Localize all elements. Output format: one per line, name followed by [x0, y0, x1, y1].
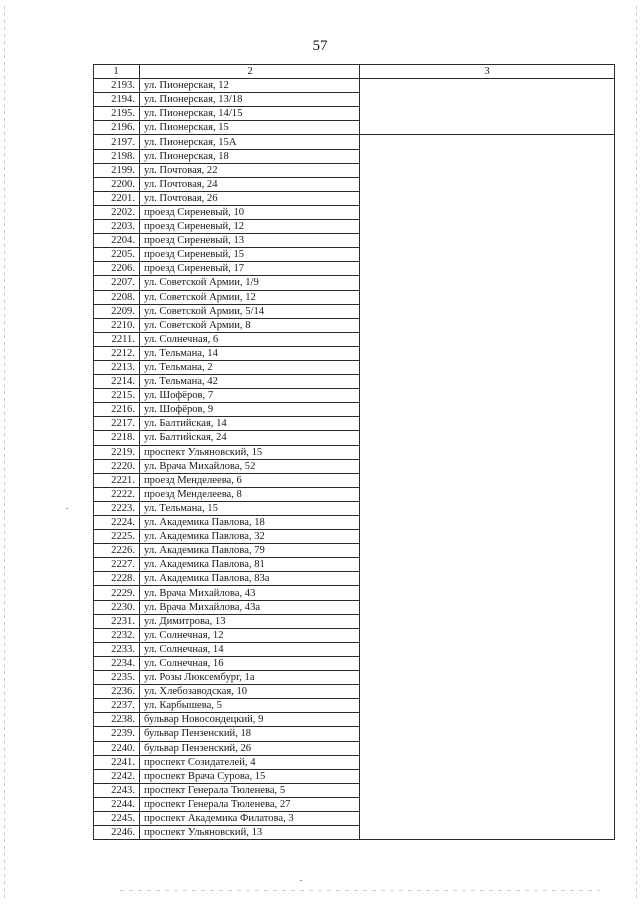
table-header-row [94, 65, 615, 79]
row-number: 2231. [94, 614, 140, 628]
scan-edge-left [4, 6, 5, 899]
column-header-3: 3 [360, 65, 615, 79]
row-number: 2196. [94, 121, 140, 135]
row-number: 2202. [94, 205, 140, 219]
row-number: 2219. [94, 445, 140, 459]
row-address: ул. Солнечная, 6 [140, 332, 360, 346]
row-number: 2235. [94, 671, 140, 685]
row-address: бульвар Пензенский, 18 [140, 727, 360, 741]
row-address: ул. Шофёров, 7 [140, 389, 360, 403]
table-row [94, 135, 615, 149]
row-address: ул. Врача Михайлова, 52 [140, 459, 360, 473]
row-number: 2211. [94, 332, 140, 346]
address-table-body [94, 65, 615, 840]
row-number: 2221. [94, 473, 140, 487]
row-number: 2193. [94, 79, 140, 93]
row-address: проспект Генерала Тюленева, 27 [140, 797, 360, 811]
row-address: проезд Сиреневый, 12 [140, 220, 360, 234]
row-address: проезд Сиреневый, 13 [140, 234, 360, 248]
row-address: проспект Академика Филатова, 3 [140, 811, 360, 825]
row-address: ул. Карбышева, 5 [140, 699, 360, 713]
row-number: 2222. [94, 487, 140, 501]
row-number: 2226. [94, 544, 140, 558]
row-address: ул. Врача Михайлова, 43а [140, 600, 360, 614]
row-address: бульвар Пензенский, 26 [140, 741, 360, 755]
row-address: проспект Генерала Тюленева, 5 [140, 783, 360, 797]
row-number: 2215. [94, 389, 140, 403]
row-address: ул. Академика Павлова, 18 [140, 516, 360, 530]
column-header-2: 2 [140, 65, 360, 79]
row-number: 2229. [94, 586, 140, 600]
column-3-cell [360, 79, 615, 135]
row-address: ул. Советской Армии, 1/9 [140, 276, 360, 290]
row-number: 2216. [94, 403, 140, 417]
row-address: проспект Ульяновский, 15 [140, 445, 360, 459]
row-address: ул. Академика Павлова, 83а [140, 572, 360, 586]
row-number: 2197. [94, 135, 140, 149]
row-number: 2237. [94, 699, 140, 713]
row-address: ул. Солнечная, 12 [140, 628, 360, 642]
table-row [94, 79, 615, 93]
row-number: 2236. [94, 685, 140, 699]
address-table [93, 64, 615, 840]
row-address: проспект Ульяновский, 13 [140, 826, 360, 840]
row-address: ул. Розы Люксембург, 1а [140, 671, 360, 685]
row-number: 2204. [94, 234, 140, 248]
row-number: 2209. [94, 304, 140, 318]
row-number: 2246. [94, 826, 140, 840]
row-address: ул. Солнечная, 16 [140, 656, 360, 670]
row-address: ул. Врача Михайлова, 43 [140, 586, 360, 600]
row-address: проезд Менделеева, 8 [140, 487, 360, 501]
row-address: ул. Тельмана, 15 [140, 501, 360, 515]
row-address: ул. Пионерская, 14/15 [140, 107, 360, 121]
row-address: ул. Академика Павлова, 81 [140, 558, 360, 572]
row-number: 2208. [94, 290, 140, 304]
row-number: 2205. [94, 248, 140, 262]
row-number: 2203. [94, 220, 140, 234]
row-number: 2240. [94, 741, 140, 755]
row-number: 2207. [94, 276, 140, 290]
row-address: бульвар Новосондецкий, 9 [140, 713, 360, 727]
scan-edge-bottom [120, 890, 600, 891]
row-number: 2228. [94, 572, 140, 586]
row-number: 2194. [94, 93, 140, 107]
row-address: ул. Академика Павлова, 79 [140, 544, 360, 558]
row-address: ул. Тельмана, 42 [140, 375, 360, 389]
row-number: 2195. [94, 107, 140, 121]
row-address: ул. Советской Армии, 12 [140, 290, 360, 304]
row-address: ул. Тельмана, 14 [140, 346, 360, 360]
row-number: 2199. [94, 163, 140, 177]
column-3-cell [360, 135, 615, 840]
row-address: ул. Тельмана, 2 [140, 360, 360, 374]
row-number: 2225. [94, 530, 140, 544]
row-address: ул. Академика Павлова, 32 [140, 530, 360, 544]
row-number: 2212. [94, 346, 140, 360]
row-number: 2213. [94, 360, 140, 374]
row-number: 2234. [94, 656, 140, 670]
row-address: ул. Балтийская, 24 [140, 431, 360, 445]
row-number: 2238. [94, 713, 140, 727]
row-number: 2243. [94, 783, 140, 797]
page-number: 57 [312, 38, 328, 54]
row-number: 2239. [94, 727, 140, 741]
row-address: ул. Пионерская, 15А [140, 135, 360, 149]
row-address: ул. Почтовая, 26 [140, 191, 360, 205]
column-header-1: 1 [94, 65, 140, 79]
row-address: ул. Солнечная, 14 [140, 642, 360, 656]
row-address: ул. Хлебозаводская, 10 [140, 685, 360, 699]
row-number: 2223. [94, 501, 140, 515]
scan-speck [66, 508, 68, 509]
row-number: 2230. [94, 600, 140, 614]
row-address: ул. Шофёров, 9 [140, 403, 360, 417]
row-number: 2214. [94, 375, 140, 389]
row-number: 2232. [94, 628, 140, 642]
row-number: 2201. [94, 191, 140, 205]
row-address: проезд Сиреневый, 10 [140, 205, 360, 219]
row-number: 2233. [94, 642, 140, 656]
row-address: ул. Пионерская, 18 [140, 149, 360, 163]
row-address: ул. Советской Армии, 8 [140, 318, 360, 332]
row-number: 2242. [94, 769, 140, 783]
row-address: проспект Созидателей, 4 [140, 755, 360, 769]
row-number: 2224. [94, 516, 140, 530]
row-number: 2198. [94, 149, 140, 163]
scan-edge-right [636, 6, 637, 899]
row-number: 2244. [94, 797, 140, 811]
row-number: 2241. [94, 755, 140, 769]
row-number: 2206. [94, 262, 140, 276]
row-address: ул. Почтовая, 24 [140, 177, 360, 191]
row-number: 2227. [94, 558, 140, 572]
row-address: проспект Врача Сурова, 15 [140, 769, 360, 783]
row-address: проезд Сиреневый, 15 [140, 248, 360, 262]
row-address: проезд Менделеева, 6 [140, 473, 360, 487]
row-address: проезд Сиреневый, 17 [140, 262, 360, 276]
row-number: 2245. [94, 811, 140, 825]
row-address: ул. Димитрова, 13 [140, 614, 360, 628]
row-address: ул. Пионерская, 15 [140, 121, 360, 135]
row-address: ул. Пионерская, 13/18 [140, 93, 360, 107]
row-number: 2218. [94, 431, 140, 445]
scan-speck [300, 880, 302, 881]
row-address: ул. Почтовая, 22 [140, 163, 360, 177]
row-number: 2217. [94, 417, 140, 431]
row-number: 2200. [94, 177, 140, 191]
row-address: ул. Балтийская, 14 [140, 417, 360, 431]
row-address: ул. Советской Армии, 5/14 [140, 304, 360, 318]
row-number: 2210. [94, 318, 140, 332]
row-address: ул. Пионерская, 12 [140, 79, 360, 93]
row-number: 2220. [94, 459, 140, 473]
